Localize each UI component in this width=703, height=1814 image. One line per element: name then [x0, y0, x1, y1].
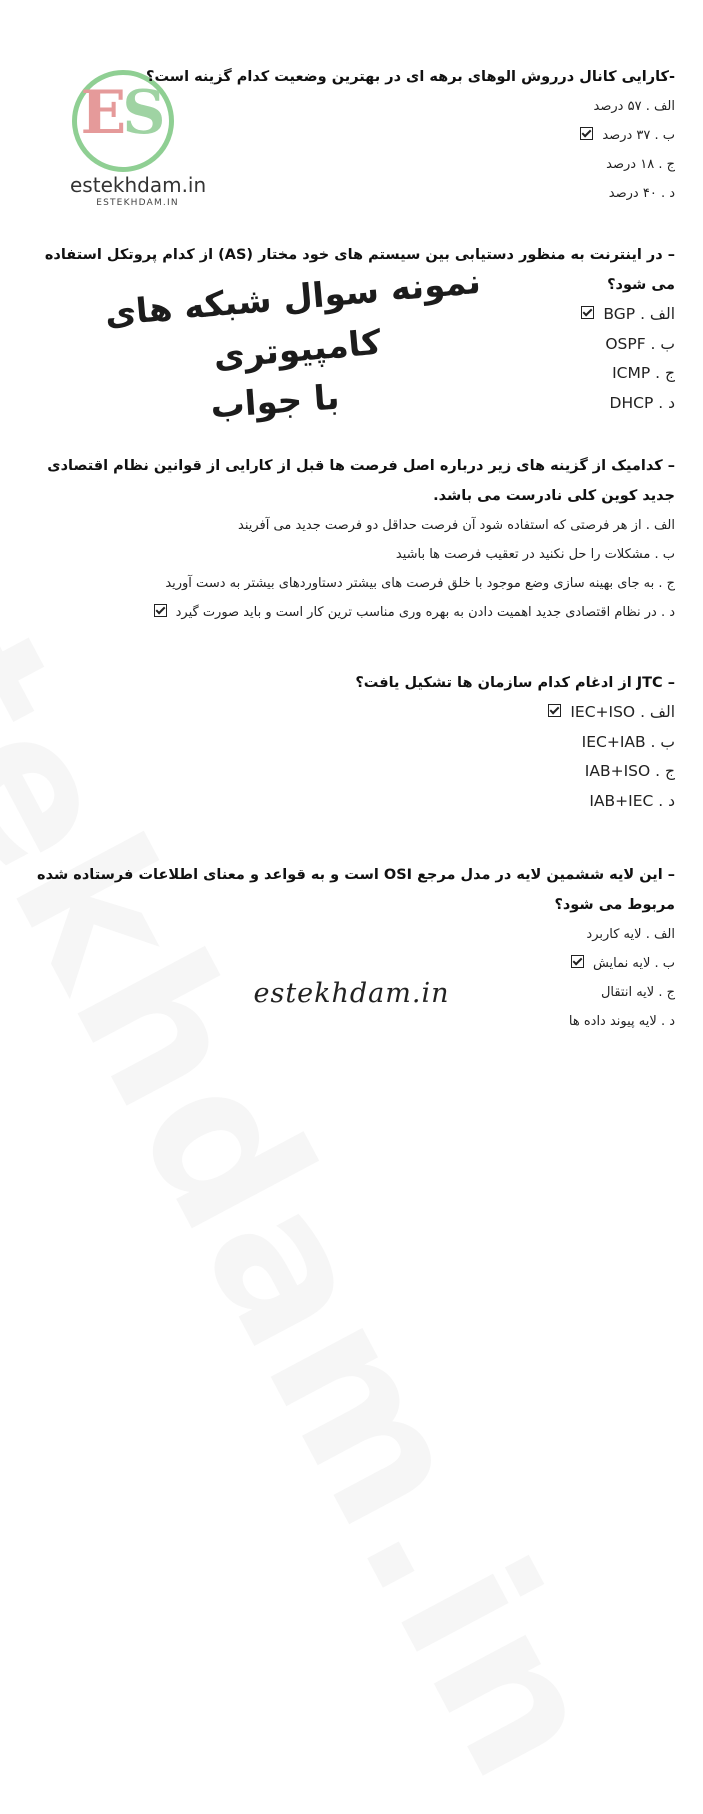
question-3 — [25, 451, 675, 627]
logo-name: estekhdam.in — [70, 173, 207, 197]
option: ب . IEC+IAB — [581, 732, 675, 751]
option: ج . ICMP — [612, 364, 675, 382]
question-1 — [25, 62, 675, 208]
question-title: – JTC از ادغام کدام سازمان ها تشکیل یافت؟ — [355, 675, 675, 691]
overlay-title-line-1: نمونه سوال شبکه های کامپیوتری — [103, 261, 483, 378]
overlay-title-line-2: با جواب — [209, 377, 341, 427]
question-title: – این لایه ششمین لایه در مدل مرجع OSI است و به قواعد و معنای اطلاعات فرستاده شده مربوط می شود؟ — [37, 867, 675, 913]
checkbox-checked-icon — [581, 306, 594, 319]
question-list — [25, 62, 675, 1036]
question-4 — [25, 668, 675, 816]
option: ب . مشکلات را حل نکنید در تعقیب فرصت ها باشید — [395, 547, 675, 562]
logo-subtitle: ESTEKHDAM.IN — [96, 198, 179, 208]
checkbox-checked-icon — [571, 955, 584, 968]
option: د . DHCP — [609, 393, 675, 412]
question-title: – در اینترنت به منظور دستیابی بین سیستم های خود مختار (AS) از کدام پروتکل استفاده می شود؟ — [44, 247, 675, 293]
checkbox-checked-icon — [580, 127, 593, 140]
option-correct: ب . لایه نمایش — [25, 949, 675, 978]
option: ب . OSPF — [605, 334, 675, 353]
option: د . لایه پیوند داده ها — [568, 1014, 675, 1029]
option: ج . لایه انتقال — [600, 985, 675, 1000]
option: ج . IAB+ISO — [584, 762, 675, 780]
option: د . IAB+IEC — [589, 791, 675, 810]
question-5 — [25, 860, 675, 1036]
option: ج . ۱۸ درصد — [606, 157, 675, 172]
checkbox-checked-icon — [548, 704, 561, 717]
option-correct: الف . BGP — [25, 300, 675, 330]
footer-site-name: estekhdam.in — [253, 978, 450, 1009]
option: د . ۴۰ درصد — [608, 186, 675, 201]
option: ج . به جای بهینه سازی وضع موجود با خلق فرصت های بیشتر دستاوردهای بیشتر به دست آورید — [165, 576, 675, 591]
logo-letters: ES — [80, 78, 162, 148]
option-correct: د . در نظام اقتصادی جدید اهمیت دادن به بهره وری مناسب ترین کار است و باید صورت گیرد — [25, 598, 675, 627]
option: الف . از هر فرصتی که استفاده شود آن فرصت حداقل دو فرصت جدید می آفریند — [238, 518, 675, 533]
question-title: -کارایی کانال درروش الوهای برهه ای در بهترین وضعیت کدام گزینه است؟ — [146, 69, 675, 85]
option-correct: الف . IEC+ISO — [25, 698, 675, 728]
option-correct: ب . ۳۷ درصد — [25, 121, 675, 150]
question-title: – کدامیک از گزینه های زیر درباره اصل فرصت ها قبل از کارایی از قوانین نظام اقتصادی جدید کوین کلی نادرست می باشد. — [47, 458, 675, 504]
checkbox-checked-icon — [154, 604, 167, 617]
option: الف . لایه کاربرد — [586, 927, 675, 942]
option: الف . ۵۷ درصد — [593, 99, 675, 114]
